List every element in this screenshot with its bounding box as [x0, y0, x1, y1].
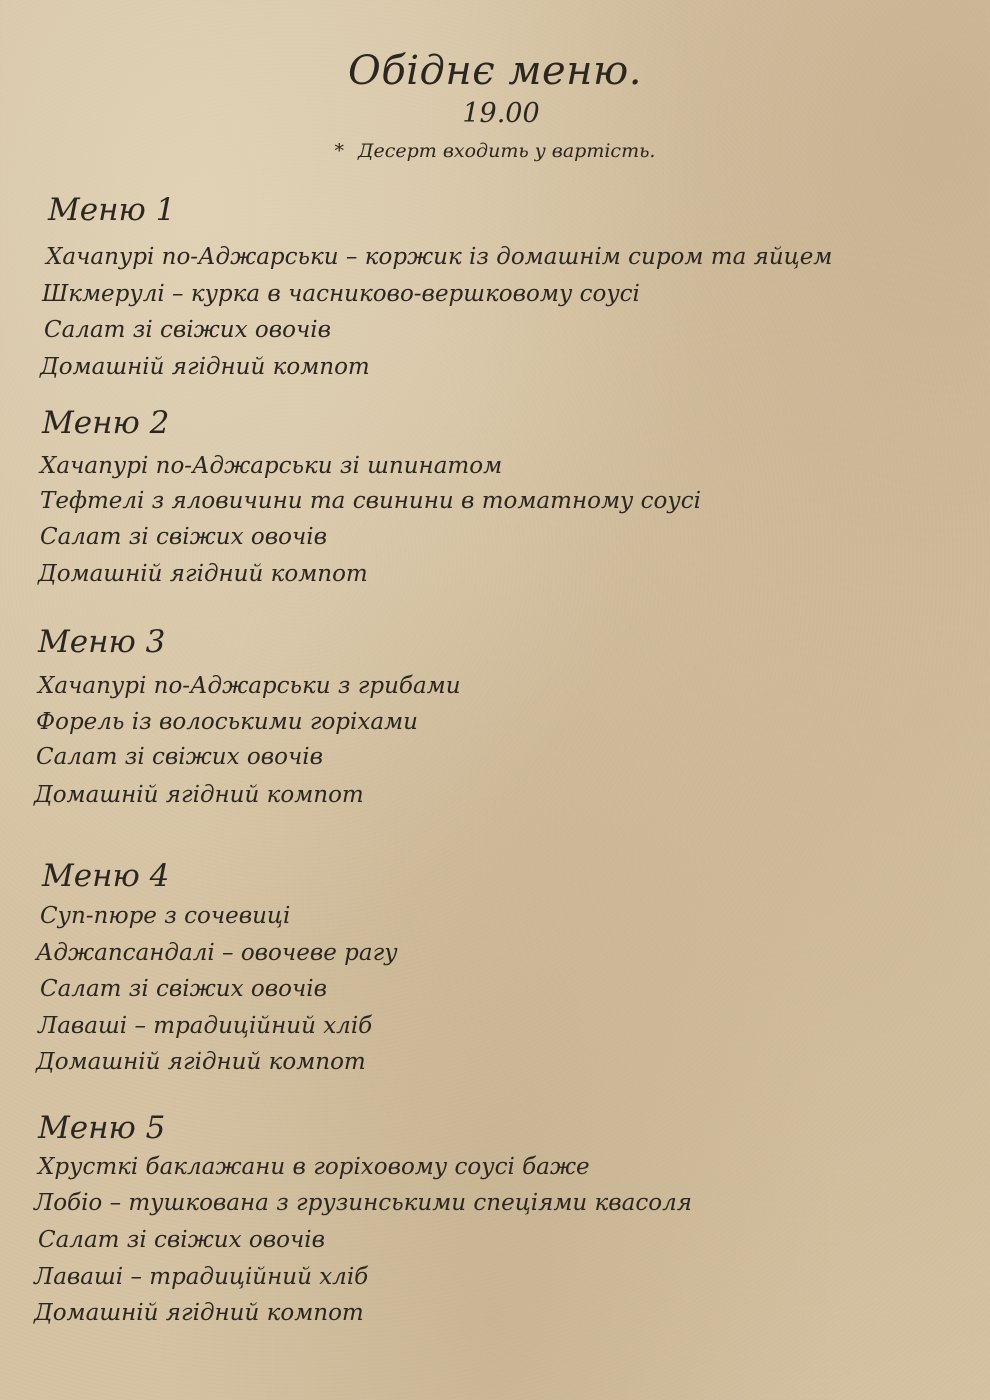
menu-1-item: Домашній ягідний компот	[40, 354, 370, 380]
menu-2-item: Салат зі свіжих овочів	[40, 524, 327, 550]
menu-1-item: Хачапурі по-Аджарськи – коржик із домашнім сиром та яйцем	[46, 244, 833, 270]
menu-1-heading: Меню 1	[48, 192, 176, 228]
page-title: Обіднє меню.	[348, 48, 642, 94]
menu-2-item: Хачапурі по-Аджарськи зі шпинатом	[40, 453, 503, 479]
note-asterisk: *	[334, 140, 345, 162]
serving-time: 19.00	[462, 98, 540, 129]
menu-3-item: Домашній ягідний компот	[34, 782, 364, 808]
menu-4-item: Домашній ягідний компот	[36, 1049, 366, 1075]
menu-2-item: Домашній ягідний компот	[38, 561, 368, 587]
menu-1-item: Шкмерулі – курка в часниково-вершковому соусі	[42, 281, 640, 307]
menu-5-item: Лаваші – традиційний хліб	[34, 1264, 369, 1290]
menu-5-item: Домашній ягідний компот	[34, 1300, 364, 1326]
menu-5-item: Лобіо – тушкована з грузинськими спеціями квасоля	[34, 1190, 692, 1216]
menu-5-heading: Меню 5	[38, 1110, 166, 1146]
menu-2-item: Тефтелі з яловичини та свинини в томатному соусі	[40, 488, 701, 514]
menu-3-item: Салат зі свіжих овочів	[36, 744, 323, 770]
menu-3-heading: Меню 3	[38, 624, 166, 660]
menu-5-item: Салат зі свіжих овочів	[38, 1227, 325, 1253]
menu-4-item: Лаваші – традиційний хліб	[38, 1013, 373, 1039]
menu-4-item: Аджапсандалі – овочеве рагу	[36, 940, 398, 966]
dessert-note	[0, 140, 990, 162]
menu-4-heading: Меню 4	[42, 858, 170, 894]
menu-4-item: Суп-пюре з сочевиці	[40, 903, 291, 929]
menu-3-item: Форель із волоськими горіхами	[36, 709, 418, 735]
menu-5-item: Хрусткі баклажани в горіховому соусі баже	[38, 1154, 590, 1180]
menu-1-item: Салат зі свіжих овочів	[44, 317, 331, 343]
note-text: Десерт входить у вартість.	[358, 140, 656, 162]
menu-2-heading: Меню 2	[42, 405, 170, 441]
menu-4-item: Салат зі свіжих овочів	[40, 976, 327, 1002]
menu-3-item: Хачапурі по-Аджарськи з грибами	[38, 673, 461, 699]
